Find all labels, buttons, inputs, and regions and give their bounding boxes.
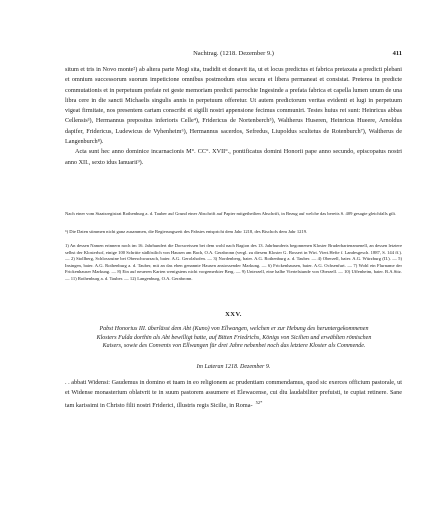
footnotes: 1) An dessen Namen erinnern noch im 16. Jahrhundert die Dorsweissen bei dem wohl nach Bagion des 13. Jahrhunderts begonnenen Kloster Bruderbartenzmenell, an dessen letztere selbst der Klosterhof, einige 100 Schritte südlöstlich von Hausen am Bach, O.A. Gerabronn (vergl. zu diesem Kloster G. Bossert in Wirt. Viert.Hefte f. Landesgesch. 1887, S. 144 ff.). — 2) Stollberg, Schlossruine bei Oberschwarzach, baier. A.G. Gerolzhofen. — 3) Nordenberg, baier. A.G. Rothenburg a. d. Tauber. — 4) Oberzell, baier. A.G. Würzburg (II.). — 5) Insingen, baier. A.G. Rothenburg a. d. Tauber, mit an das eben genannte Hausen anstossender Markung. — 6) Frickenhausen, baier. A.G. Ochsenfurt. — 7) Wohl ein Flurname der Frickenhauser Markung. — 8) Ein auf neueren Karten wenigstens nicht vorgemerkter Berg. — 9) Unterzell, eine halbe Viertelstunde von Oberzell. — 10) Uffenheim, baier. B.A.Sitz. — 11) Rothenburg a. d. Tauber. — 12) Langenburg, O.A. Gerabronn. [65, 243, 402, 281]
running-title: Nachtrag. (1218. Dezember 9.) [193, 50, 274, 57]
document-place-date: Im Lateran 1218. Dezember 9. [196, 364, 271, 370]
date-note: ⁶) Die Daten stimmen nicht ganz zusammen, die Regierungszeit des Pabstes entspricht dem Jahr 1218, des Bischofs dem Jahr 1219. [65, 229, 308, 234]
running-header [65, 50, 402, 60]
document-text [65, 378, 402, 412]
page-number: 411 [392, 50, 402, 57]
charter-paragraph: situm et tris in Novo monte²) ab altera parte Mogi sita, tradidit et donavit ita, ut et locus predictus et fabrica pretaxata a predicti plebani et omnium successorum suorum impeticione omnibus postmodum eius secura et libera permaneat et consistat. Preterea in predicte commutationis et in perpetuum prefate rei geste memoriam predicti parrochie Ingesinde a prefata fabrica et capella lumen unum de una libra cere in die sancti Michaelis singulis annis in perpetuum offeretur. Ut autem predictorum veritas evidenti et lugi in perpetuum vigeat firmitate, nos presentem cartam conscribi et sigilli nostri appensione fecimus communiri. Testes huius rei sunt: Heinricus abbas Cellensis³), Hermannus prepositus inferioris Celle⁴), Fridericus de Nortenberch⁵), Waltherus Huseren, Heinricus Hueere, Arnoldus dapifer, Fridericus, Ludewicus de Vyhenheim⁶), Hermannus sacerdos, Sefredus, Liupoldus scultetus de Rotenburch⁷), Waltherus de Langenburch⁸). [65, 66, 402, 146]
charter-paragraph: Acta sunt hec anno dominice incarnacionis M°. CC°. XVII°., pontificatus domini Honorii pape anno secundo, episcopatus nostri anno XII., sexto idus Ianuarii⁹). [65, 148, 402, 166]
source-note: Nach einer vom Staatsregistrat Rothenburg a. d. Tauber auf Grund einer Abschrift auf Papier mitgetheilten Abschrift, in Bezug auf welche das bereits S. 409 gesagte gleichfalls gilt. [65, 211, 397, 216]
document-number: XXV. [225, 311, 242, 318]
signature-mark: 52* [255, 400, 263, 406]
document-summary: Pabst Honorius III. überlässt dem Abt (Kuno) von Ellwangen, welchen er zur Hebung des heruntergekommenen Klosters Fulda dorthin als Abt bewilligt hatte, auf Bitten Friedrichs, Königs von Sicilien und erwählten römischen Kaisers, sowie des Convents von Ellwangen für drei Jahre nebenbei noch das letztere Kloster als Commende. [96, 326, 372, 350]
document-paragraph: . . abbati Widensi: Gaudemus in domino et tuam in eo religionem ac prudentiam commendamus, quod sic exerces officium pastorale, ut et Widense monasterium oblatvrit te in suum pastorem assumere et Elewacense, cui diu laudabiliter prefuisti, te cupiat retinere. Sane tam karissimi in Christo filii nostri Friderici, illustris regis Sicilie, in Roma- $^{52*}$ [65, 379, 402, 410]
charter-body [65, 65, 402, 168]
